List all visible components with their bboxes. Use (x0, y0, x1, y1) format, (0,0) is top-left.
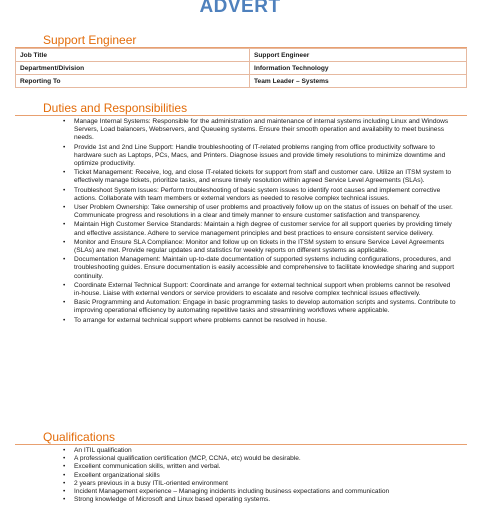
list-item (0, 488, 411, 496)
bullet-icon: • (63, 256, 66, 264)
list-item-text: Ticket Management: Receive, log, and close IT-related tickets for support from staff and customer care. Utilize an ITSM system to effectively manage tickets, prioritize tasks, and ensure timely resolution within agreed Service Level Agreements (SLAs). (74, 169, 452, 185)
list-item (0, 317, 480, 325)
list-item-text: Strong knowledge of Microsoft and Linux based operating systems. (74, 496, 271, 504)
list-item (0, 144, 480, 169)
bullet-icon: • (63, 281, 66, 289)
list-item-text: Manage Internal Systems: Responsible for the administration and maintenance of internal systems including Linux and Windows Servers, Load balancers, Webservers, and Queueing systems. Ensure their smooth operation and availability to meet business needs. (74, 118, 449, 142)
section-rule (15, 115, 467, 116)
list-item (0, 256, 480, 281)
table-cell-label: Job Title (16, 49, 250, 62)
list-item-text: To arrange for external technical support where problems cannot be resolved in house. (74, 316, 327, 324)
list-item-text: Excellent organizational skills (74, 471, 160, 479)
section-heading-qualifications: Qualifications (43, 430, 116, 444)
list-item (0, 282, 480, 298)
list-item-text: Troubleshoot System Issues: Perform troubleshooting of basic system issues to identify root causes and implement corrective actions. Collaborate with team members or external vendors as needed to resolve complex technical issues. (74, 186, 441, 202)
page-title: ADVERT (199, 0, 281, 17)
bullet-icon: • (63, 463, 66, 471)
bullet-icon: • (63, 143, 66, 151)
bullet-icon: • (63, 204, 66, 212)
list-item (0, 204, 480, 220)
list-item-text: Coordinate External Technical Support: Coordinate and arrange for external technical support when problems cannot be resolved in-house. Liaise with external vendors or service providers to escalate and resolve complex technical issues effectively. (74, 281, 451, 298)
list-item (0, 463, 411, 471)
duties-list (0, 118, 480, 326)
list-item-text: Monitor and Ensure SLA Compliance: Monitor and follow up on tickets in the ITSM system to ensure Service Level Agreements (SLAs) are met. Provide regular updates and statistics for weekly reports on different systems as applicable. (74, 238, 445, 255)
bullet-icon: • (63, 447, 66, 454)
bullet-icon: • (63, 488, 66, 496)
list-item (0, 472, 411, 480)
list-item-text: Excellent communication skills, written and verbal. (74, 463, 221, 471)
table-cell-value: Team Leader – Systems (250, 75, 467, 88)
list-item-text: Maintain High Customer Service Standards: Maintain a high degree of customer service for all support queries by providing timely and effective assistance. Adhere to service management principles and best practices to ensure consistent service delivery. (74, 221, 452, 237)
bullet-icon: • (63, 471, 66, 479)
list-item (0, 299, 480, 315)
list-item (0, 169, 480, 185)
section-rule (15, 444, 467, 445)
bullet-icon: • (63, 238, 66, 246)
list-item (0, 118, 480, 143)
list-item (0, 221, 480, 237)
table-row (16, 75, 467, 88)
bullet-icon: • (63, 479, 66, 487)
list-item-text: Incident Management experience – Managing incidents including business expectations and communication (74, 488, 390, 496)
bullet-icon: • (63, 299, 66, 307)
table-cell-label: Reporting To (16, 75, 250, 88)
table-cell-value: Support Engineer (250, 49, 467, 62)
list-item (0, 480, 411, 488)
list-item (0, 239, 480, 255)
section-heading-duties: Duties and Responsibilities (43, 101, 188, 115)
list-item-text: Documentation Management: Maintain up-to-date documentation of supported systems including configurations, procedures, and troubleshooting guides. Ensure documentation is easily accessible and comprehensive to facilitate knowledge sharing and support continuity. (74, 256, 455, 280)
table-row (16, 62, 467, 75)
list-item (0, 496, 411, 504)
bullet-icon: • (63, 221, 66, 229)
table-cell-label: Department/Division (16, 62, 250, 75)
list-item-text: User Problem Ownership: Take ownership of user problems and proactively follow up on the status of issues on behalf of the user. Communicate progress and resolutions in a clear and timely manner to ensure customer satisfaction and transparency. (74, 204, 453, 220)
table-row (16, 49, 467, 62)
list-item (0, 455, 411, 463)
bullet-icon: • (63, 316, 66, 324)
list-item-text: A professional qualification certification (MCP, CCNA, etc) would be desirable. (74, 455, 301, 463)
table-cell-value: Information Technology (250, 62, 467, 75)
bullet-icon: • (63, 496, 66, 504)
bullet-icon: • (63, 455, 66, 463)
list-item (0, 187, 480, 203)
qualifications-list (0, 447, 411, 504)
bullet-icon: • (63, 118, 66, 125)
list-item (0, 447, 411, 455)
bullet-icon: • (63, 186, 66, 194)
job-info-table (15, 48, 467, 88)
list-item-text: Basic Programming and Automation: Engage in basic programming tasks to develop automation scripts and systems. Contribute to improving operational efficiency by automating repetitive tasks and streamlining workflows where applicable. (74, 299, 456, 315)
list-item-text: 2 years previous in a busy ITIL-oriented environment (74, 479, 228, 487)
list-item-text: An ITIL qualification (74, 447, 132, 454)
bullet-icon: • (63, 169, 66, 177)
list-item-text: Provide 1st and 2nd Line Support: Handle troubleshooting of IT-related problems ranging from office productivity software to hardware such as Laptops, PCs, Macs, and Printers. Diagnose issues and provide timely resolutions to minimize downtime and optimize productivity. (74, 143, 446, 168)
section-heading-role: Support Engineer (43, 33, 137, 47)
